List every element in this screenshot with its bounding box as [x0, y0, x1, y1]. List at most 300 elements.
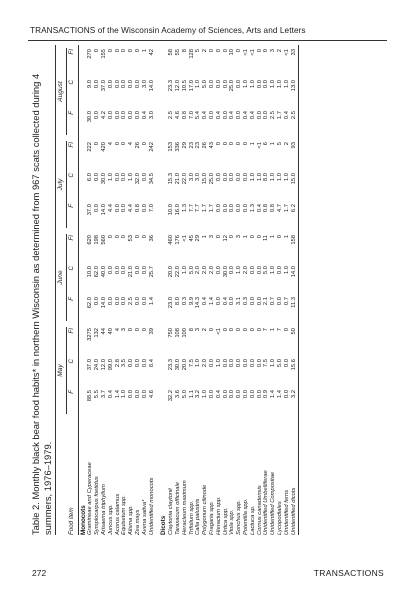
- value-cell: 0.0: [249, 359, 256, 368]
- value-cell: 55: [174, 49, 181, 56]
- value-cell: 0: [121, 49, 128, 53]
- value-cell: 1.0: [249, 80, 256, 89]
- value-cell: 0.0: [215, 266, 222, 275]
- value-cell: <1: [256, 142, 263, 149]
- value-cell: 2: [283, 142, 290, 146]
- value-cell: 0.4: [107, 390, 114, 399]
- value-cell: 40.0: [100, 266, 107, 278]
- value-cell: 158: [291, 231, 299, 262]
- value-cell: 23: [188, 142, 195, 149]
- value-cell: 23: [195, 142, 202, 149]
- value-cell: 0.0: [222, 390, 229, 399]
- value-cell: 0.0: [114, 266, 121, 275]
- value-cell: 0: [283, 328, 290, 332]
- value-cell: 0.0: [283, 359, 290, 368]
- value-cell: 21.0: [128, 266, 135, 278]
- value-cell: 3.0: [188, 173, 195, 182]
- col-c: C: [67, 76, 78, 107]
- value-cell: 0.0: [121, 266, 128, 275]
- value-cell: 0.0: [229, 359, 236, 368]
- value-cell: 155: [100, 49, 107, 59]
- value-cell: 132: [94, 328, 101, 338]
- value-cell: 2.5: [128, 297, 135, 306]
- value-cell: 0.0: [236, 204, 243, 213]
- value-cell: <1: [215, 328, 222, 335]
- value-cell: 62.0: [94, 266, 101, 278]
- value-cell: 3.0: [195, 173, 202, 182]
- food-item-name: Unidentified dicots: [291, 417, 299, 535]
- subheader-row: [67, 45, 78, 535]
- value-cell: <1: [181, 235, 188, 242]
- value-cell: 0.0: [128, 80, 135, 89]
- value-cell: 108: [174, 328, 181, 338]
- value-cell: 12.0: [100, 359, 107, 371]
- food-item-name: Lycopodiales: [276, 501, 283, 535]
- value-cell: 0.4: [283, 111, 290, 120]
- header-rule: [28, 40, 387, 41]
- value-cell: 17.0: [188, 80, 195, 92]
- value-cell: 4.4: [128, 204, 135, 213]
- value-cell: 0.0: [114, 80, 121, 89]
- value-cell: 2: [202, 49, 209, 53]
- value-cell: 0.0: [256, 297, 263, 306]
- value-cell: 2.8: [114, 359, 121, 368]
- value-cell: 0.4: [202, 297, 209, 306]
- value-cell: 0: [242, 328, 249, 332]
- value-cell: 9.0: [87, 80, 94, 89]
- value-cell: 2.5: [168, 111, 175, 120]
- table-row: [216, 45, 223, 535]
- value-cell: 0.0: [141, 204, 148, 213]
- value-cell: 39: [148, 328, 155, 335]
- table-row: [263, 45, 270, 535]
- value-cell: 0: [134, 49, 141, 53]
- value-cell: 3.5: [121, 359, 128, 368]
- value-cell: 44: [100, 328, 107, 335]
- table-row: [135, 45, 142, 535]
- value-cell: 0: [128, 49, 135, 53]
- value-cell: 15.3: [168, 173, 175, 185]
- value-cell: 8.4: [148, 359, 155, 368]
- value-cell: 176: [174, 235, 181, 245]
- value-cell: 3: [208, 235, 215, 239]
- food-item-name: Arisaema triphyllum: [100, 484, 107, 535]
- value-cell: 0: [121, 235, 128, 239]
- table-row: [277, 45, 284, 535]
- value-cell: 32.2: [168, 390, 175, 402]
- table-row: [101, 45, 108, 535]
- table-row: [243, 45, 250, 535]
- rotated-table-block: [30, 45, 385, 535]
- value-cell: 10: [229, 49, 236, 56]
- value-cell: 620: [87, 235, 94, 245]
- value-cell: 0.0: [276, 266, 283, 275]
- value-cell: 0: [229, 142, 236, 146]
- table-row: [202, 45, 209, 535]
- value-cell: 2.5: [270, 111, 277, 120]
- value-cell: 2.5: [291, 107, 299, 138]
- value-cell: 4.4: [107, 204, 114, 213]
- value-cell: 5: [195, 49, 202, 53]
- value-cell: 1: [283, 235, 290, 239]
- value-cell: 29: [181, 142, 188, 149]
- value-cell: 0.7: [283, 297, 290, 306]
- value-cell: 58: [168, 49, 175, 56]
- value-cell: 242: [148, 142, 155, 152]
- value-cell: 0.4: [215, 390, 222, 399]
- table-row: [209, 45, 216, 535]
- food-item-header: Food item: [67, 417, 78, 535]
- value-cell: 7.7: [195, 204, 202, 213]
- food-item-name: Gramineae and Cyperaceae: [87, 462, 94, 535]
- value-cell: 0.0: [256, 266, 263, 275]
- value-cell: 0.0: [121, 204, 128, 213]
- value-cell: 0.0: [222, 80, 229, 89]
- table-row: [182, 45, 189, 535]
- value-cell: 1.0: [215, 359, 222, 368]
- table-row: [291, 45, 299, 535]
- value-cell: 1: [270, 142, 277, 146]
- value-cell: 62.0: [87, 297, 94, 309]
- value-cell: 37.0: [100, 80, 107, 92]
- value-cell: 0.0: [141, 173, 148, 182]
- table-row: [108, 45, 115, 535]
- value-cell: 6.0: [87, 173, 94, 182]
- value-cell: 0.0: [107, 80, 114, 89]
- value-cell: 0: [114, 49, 121, 53]
- value-cell: 8: [188, 328, 195, 332]
- value-cell: 0: [276, 235, 283, 239]
- value-cell: 1.7: [276, 111, 283, 120]
- food-item-name: Heracleum maximum: [181, 480, 188, 535]
- food-item-name: Taraxacum officinale: [174, 482, 181, 535]
- value-cell: 3275: [87, 328, 94, 341]
- value-cell: 1: [141, 49, 148, 53]
- value-cell: 1.0: [236, 266, 243, 275]
- value-cell: 1: [242, 235, 249, 239]
- table-row: [128, 45, 135, 535]
- value-cell: 0: [222, 49, 229, 53]
- food-item-name: Potentilla spp.: [242, 498, 249, 535]
- month-header: August: [56, 45, 67, 138]
- value-cell: 0.0: [215, 173, 222, 182]
- value-cell: 1.0: [202, 390, 209, 399]
- value-cell: 7: [276, 328, 283, 332]
- food-item-name: Sonchus spp.: [236, 499, 243, 535]
- food-item-name: Unidentified ferns: [283, 489, 290, 535]
- value-cell: 4.6: [148, 390, 155, 399]
- value-cell: 1.0: [121, 390, 128, 399]
- value-cell: 0.4: [202, 111, 209, 120]
- value-cell: 0.0: [249, 297, 256, 306]
- value-cell: 50: [291, 324, 299, 355]
- value-cell: 0: [249, 235, 256, 239]
- food-item-name: Unidentified Umbelliferae: [263, 470, 270, 535]
- value-cell: <1: [283, 49, 290, 56]
- value-cell: 0.0: [94, 297, 101, 306]
- col-fi: FI: [67, 138, 78, 169]
- value-cell: 3.0: [148, 111, 155, 120]
- value-cell: 0.0: [94, 173, 101, 182]
- food-item-name: Cornus canadensis: [256, 485, 263, 535]
- value-cell: 7.5: [188, 359, 195, 368]
- value-cell: 33: [291, 45, 299, 76]
- value-cell: 0.8: [270, 204, 277, 213]
- table-row: [142, 45, 149, 535]
- value-cell: 3: [236, 235, 243, 239]
- value-cell: 0: [256, 235, 263, 239]
- food-item-name: Calla palustris: [195, 498, 202, 535]
- value-cell: 4.2: [100, 111, 107, 120]
- value-cell: 1.0: [270, 266, 277, 275]
- value-cell: 0.0: [134, 359, 141, 368]
- value-cell: 7.0: [188, 111, 195, 120]
- value-cell: 7: [263, 328, 270, 332]
- value-cell: 0: [128, 328, 135, 332]
- food-item-name: Unidentified Compositae: [270, 471, 277, 535]
- value-cell: 10.5: [181, 80, 188, 92]
- value-cell: 0: [222, 142, 229, 146]
- value-cell: 2: [276, 49, 283, 53]
- value-cell: 1.4: [270, 390, 277, 399]
- value-cell: 7.5: [263, 359, 270, 368]
- value-cell: 0.0: [283, 390, 290, 399]
- value-cell: 0: [107, 49, 114, 53]
- value-cell: 5.0: [181, 390, 188, 399]
- value-cell: 0.0: [94, 204, 101, 213]
- food-item-name: Polygonum cilinode: [202, 484, 209, 535]
- value-cell: 198: [94, 235, 101, 245]
- table-caption: Table 2. Monthly black bear food habits* in northern Wisconsin as determined from 967 scats collected during 4 summers, 1976–1979.: [30, 73, 53, 535]
- value-cell: 1.4: [276, 390, 283, 399]
- value-cell: 0.4: [249, 111, 256, 120]
- value-cell: 270: [87, 49, 94, 59]
- value-cell: 0.0: [134, 111, 141, 120]
- value-cell: 25.7: [148, 266, 155, 278]
- value-cell: 20.0: [181, 359, 188, 371]
- value-cell: 0.0: [141, 266, 148, 275]
- value-cell: 12: [222, 235, 229, 242]
- value-cell: 0.0: [128, 390, 135, 399]
- value-cell: 1.4: [114, 390, 121, 399]
- value-cell: 30.0: [100, 173, 107, 185]
- value-cell: 6.2: [291, 200, 299, 231]
- col-f: F: [67, 293, 78, 324]
- value-cell: 99.0: [107, 359, 114, 371]
- value-cell: 0.0: [222, 204, 229, 213]
- value-cell: 0.7: [270, 297, 277, 306]
- value-cell: 0.0: [208, 390, 215, 399]
- value-cell: 4: [114, 328, 121, 332]
- value-cell: 1: [270, 235, 277, 239]
- value-cell: 4.7: [276, 204, 283, 213]
- journal-header: TRANSACTIONS of the Wisconsin Academy of Sciences, Arts and Letters: [30, 26, 306, 35]
- value-cell: 0.0: [242, 173, 249, 182]
- value-cell: 0: [236, 142, 243, 146]
- value-cell: 0.0: [236, 390, 243, 399]
- table-row: [189, 45, 196, 535]
- value-cell: 0.4: [229, 111, 236, 120]
- value-cell: 10.0: [87, 266, 94, 278]
- value-cell: 12.0: [174, 80, 181, 92]
- value-cell: 0.0: [242, 359, 249, 368]
- value-cell: 1: [202, 235, 209, 239]
- value-cell: 13.0: [291, 76, 299, 107]
- value-cell: 0.0: [256, 390, 263, 399]
- value-cell: 0.0: [121, 111, 128, 120]
- value-cell: 1.3: [181, 204, 188, 213]
- value-cell: 750: [168, 328, 175, 338]
- table-row: [168, 45, 175, 535]
- value-cell: <1: [249, 49, 256, 56]
- value-cell: 420: [100, 142, 107, 152]
- value-cell: 3.0: [141, 80, 148, 89]
- table-row: [87, 45, 94, 535]
- value-cell: 0.0: [215, 80, 222, 89]
- value-cell: 1.0: [270, 80, 277, 89]
- value-cell: 1: [270, 328, 277, 332]
- value-cell: 1.0: [242, 80, 249, 89]
- value-cell: 0.0: [107, 297, 114, 306]
- col-fi: FI: [67, 324, 78, 355]
- value-cell: 1.7: [283, 204, 290, 213]
- value-cell: 0.0: [208, 80, 215, 89]
- value-cell: 0.0: [229, 297, 236, 306]
- col-c: C: [67, 355, 78, 386]
- value-cell: 0.0: [229, 173, 236, 182]
- value-cell: 1.0: [249, 173, 256, 182]
- value-cell: 0: [229, 328, 236, 332]
- value-cell: 24.0: [94, 359, 101, 371]
- value-cell: 0.0: [208, 359, 215, 368]
- value-cell: 0: [236, 328, 243, 332]
- value-cell: 0.0: [236, 359, 243, 368]
- value-cell: 0.0: [107, 266, 114, 275]
- col-f: F: [67, 107, 78, 138]
- value-cell: 0.0: [222, 173, 229, 182]
- table-row: [229, 45, 236, 535]
- table-row: [270, 45, 277, 535]
- value-cell: 2.0: [208, 266, 215, 275]
- value-cell: 26: [202, 142, 209, 149]
- value-cell: 8.0: [174, 297, 181, 306]
- value-cell: 2.0: [242, 266, 249, 275]
- value-cell: 0: [121, 142, 128, 146]
- value-cell: 14.3: [195, 297, 202, 309]
- section-title: Dicots: [160, 515, 168, 535]
- value-cell: 29: [195, 235, 202, 242]
- table-row: [195, 45, 202, 535]
- value-cell: 8: [181, 49, 188, 53]
- value-cell: 0.8: [134, 204, 141, 213]
- value-cell: 5.0: [276, 359, 283, 368]
- value-cell: 15.0: [202, 173, 209, 185]
- food-item-name: Symplocarpus foetidus: [94, 476, 101, 535]
- value-cell: 0: [208, 49, 215, 53]
- section-title: Monocots: [79, 505, 87, 535]
- value-cell: 0: [114, 142, 121, 146]
- value-cell: 0.0: [128, 111, 135, 120]
- value-cell: 0.0: [94, 111, 101, 120]
- value-cell: 100: [181, 328, 188, 338]
- col-fi: FI: [67, 45, 78, 76]
- food-item-name: Acorus calamus: [114, 493, 121, 535]
- value-cell: 88.5: [87, 390, 94, 402]
- value-cell: 14.0: [291, 262, 299, 293]
- value-cell: 0.0: [134, 297, 141, 306]
- value-cell: 1.3: [249, 204, 256, 213]
- value-cell: 1.0: [283, 266, 290, 275]
- value-cell: 3: [195, 328, 202, 332]
- food-item-name: Equisetum spp.: [121, 495, 128, 535]
- value-cell: 25.0: [229, 80, 236, 92]
- value-cell: 0.0: [134, 266, 141, 275]
- value-cell: 0: [256, 328, 263, 332]
- value-cell: 3.2: [195, 390, 202, 399]
- food-item-name: Hieracium spp.: [215, 496, 222, 535]
- value-cell: 4: [107, 142, 114, 146]
- value-cell: 22.0: [181, 173, 188, 185]
- value-cell: 93: [291, 138, 299, 169]
- table-row: [284, 45, 291, 535]
- value-cell: 5.4: [195, 111, 202, 120]
- value-cell: 5.5: [94, 390, 101, 399]
- value-cell: 1.0: [283, 173, 290, 182]
- value-cell: 0: [236, 49, 243, 53]
- value-cell: 37.0: [87, 359, 94, 371]
- value-cell: 1.0: [128, 173, 135, 182]
- table-row: [223, 45, 230, 535]
- food-item-name: Juncus spp.: [107, 504, 114, 535]
- header-spacer: [56, 417, 67, 535]
- value-cell: 1.0: [270, 173, 277, 182]
- value-cell: 0.4: [215, 111, 222, 120]
- value-cell: 0: [208, 328, 215, 332]
- value-cell: 0: [134, 328, 141, 332]
- value-cell: 0.0: [114, 297, 121, 306]
- value-cell: 0.0: [249, 266, 256, 275]
- value-cell: 0.0: [222, 359, 229, 368]
- value-cell: 32.0: [134, 173, 141, 185]
- value-cell: 0: [256, 49, 263, 53]
- value-cell: 3.7: [100, 390, 107, 399]
- table-row: [149, 45, 156, 535]
- food-item-name: Lactuca sp.: [249, 505, 256, 535]
- value-cell: 0.0: [222, 111, 229, 120]
- value-cell: 2: [202, 328, 209, 332]
- value-cell: 43: [208, 142, 215, 149]
- value-cell: 10.0: [168, 204, 175, 216]
- value-cell: 0.0: [256, 359, 263, 368]
- value-cell: 0.3: [242, 297, 249, 306]
- month-header: July: [56, 138, 67, 231]
- value-cell: 0: [229, 235, 236, 239]
- month-header-row: [56, 45, 67, 535]
- value-cell: 222: [87, 142, 94, 152]
- value-cell: 40: [107, 328, 114, 335]
- table-row: [250, 45, 257, 535]
- table-row: [115, 45, 122, 535]
- value-cell: 1.0: [256, 173, 263, 182]
- running-foot: TRANSACTIONS: [313, 568, 384, 578]
- value-cell: 5.0: [188, 266, 195, 275]
- col-c: C: [67, 169, 78, 200]
- value-cell: 23.3: [168, 359, 175, 371]
- food-item-name: Urtica spp.: [222, 507, 229, 535]
- value-cell: 14.0: [100, 204, 107, 216]
- value-cell: 0: [141, 328, 148, 332]
- page-number: 272: [32, 568, 47, 578]
